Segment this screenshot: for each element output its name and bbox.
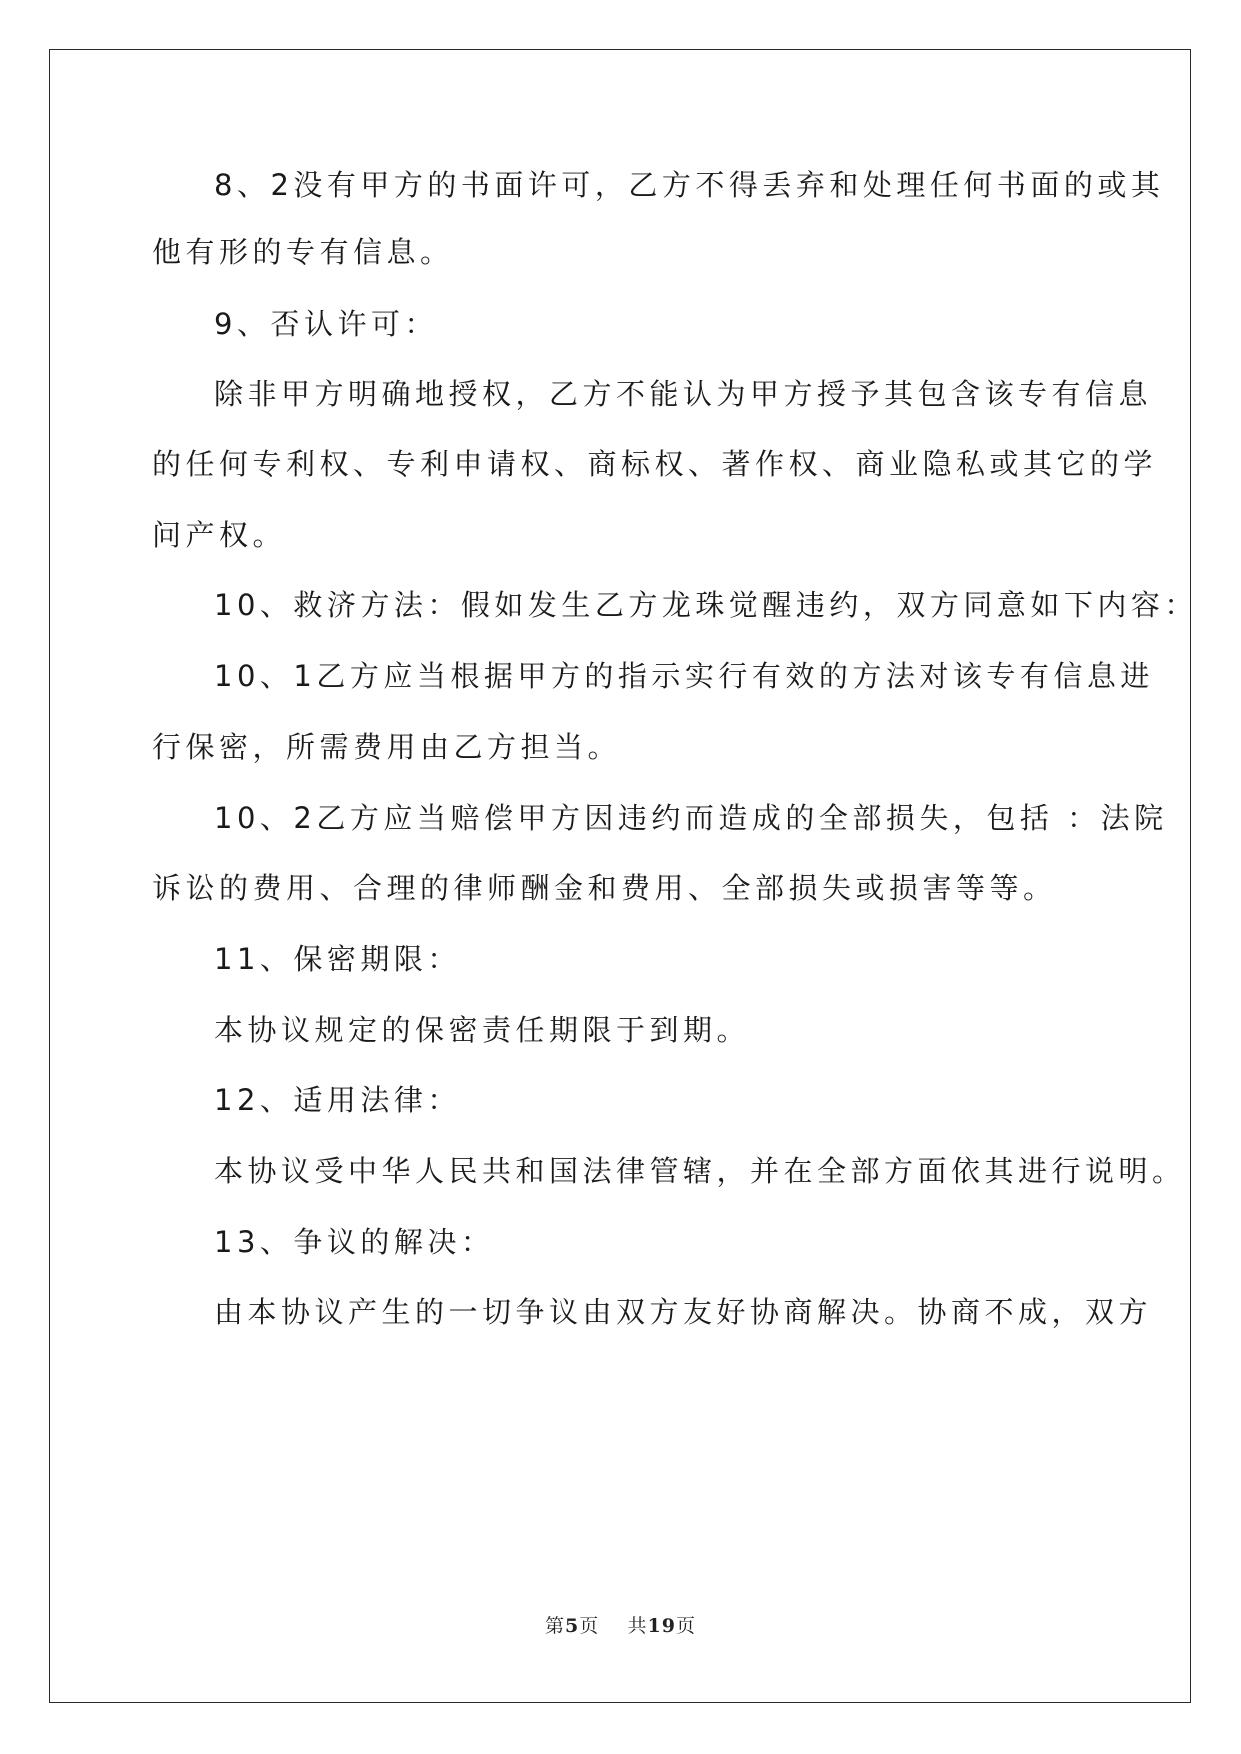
paragraph-line: 本协议受中华人民共和国法律管辖，并在全部方面依其进行说明。: [214, 1154, 1186, 1188]
page-number: 5: [565, 1615, 580, 1637]
total-suffix: 页: [675, 1615, 696, 1637]
paragraph-line: 10、1乙方应当根据甲方的指示实行有效的方法对该专有信息进: [214, 659, 1154, 693]
paragraph-line: 除非甲方明确地授权，乙方不能认为甲方授予其包含该专有信息: [214, 377, 1153, 411]
paragraph-line: 的任何专利权、专利申请权、商标权、著作权、商业隐私或其它的学: [152, 447, 1158, 481]
page-footer: [0, 1611, 1241, 1638]
section-heading: 10、救济方法：假如发生乙方龙珠觉醒违约，双方同意如下内容：: [214, 588, 1198, 622]
total-pages: 19: [647, 1615, 676, 1637]
paragraph-line: 诉讼的费用、合理的律师酬金和费用、全部损失或损害等等。: [152, 871, 1057, 905]
paragraph-line: 他有形的专有信息。: [152, 235, 454, 269]
section-heading: 9、否认许可：: [214, 307, 438, 341]
section-heading: 11、保密期限：: [214, 942, 461, 976]
paragraph-line: 问产权。: [152, 518, 287, 552]
section-heading: 13、争议的解决：: [214, 1225, 495, 1259]
paragraph-line: 8、2没有甲方的书面许可，乙方不得丢弃和处理任何书面的或其: [214, 168, 1165, 202]
paragraph-line: 行保密，所需费用由乙方担当。: [152, 730, 622, 764]
page-prefix: 第: [545, 1615, 566, 1637]
page-suffix: 页: [579, 1615, 600, 1637]
paragraph-line: 10、2乙方应当赔偿甲方因违约而造成的全部损失，包括 ：法院: [214, 801, 1168, 835]
paragraph-line: 本协议规定的保密责任期限于到期。: [214, 1013, 751, 1047]
total-prefix: 共: [627, 1615, 648, 1637]
paragraph-line: 由本协议产生的一切争议由双方友好协商解决。协商不成，双方: [214, 1295, 1153, 1329]
section-heading: 12、适用法律：: [214, 1083, 461, 1117]
